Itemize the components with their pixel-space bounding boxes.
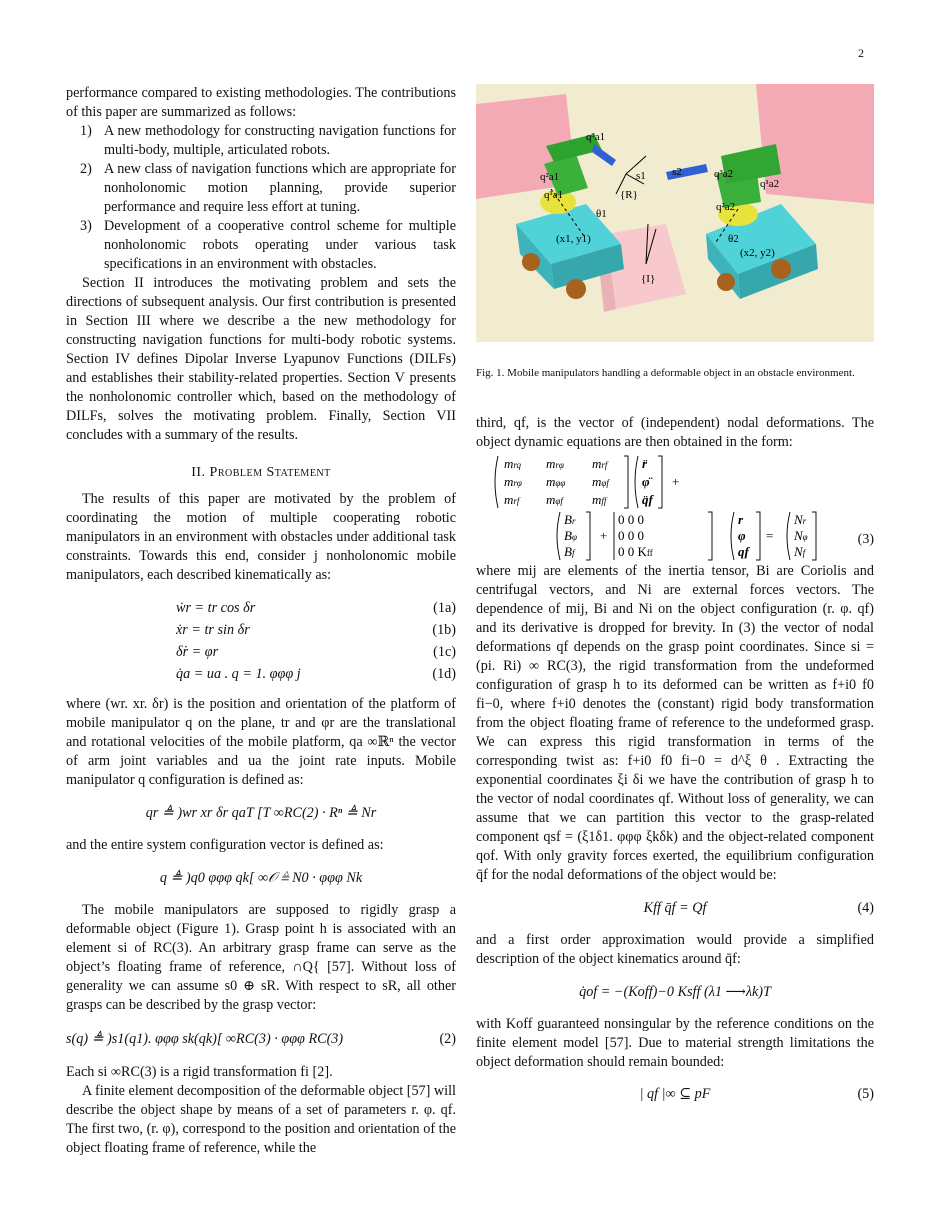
dynamics-description: where mij are elements of the inertia tensor, Bi are Coriolis and centrifugal vectors, and Ni are external forces vectors. The dependence of mij, Bi and Ni on the object configuration (r. φ. qf) and its derivative is dropped for brevity. In (3) the vector of nodal deformations qf depends on the grasp point coordinates. Since si = (pi. Ri) ∞ RC(3), the rigid transformation from the undeformed configuration of grasp h to its deformed can be written as f+i0 f0 fi−0, where f+i0 denotes the (constant) rigid body transformation from the object floating frame of reference to the undeformed grasp. We can express this rigid transformation in terms of the corresponding twist as: f+i0 f0 fi−0 = d^ξ θ . Extracting the exponential coordinates ξi δi we have the contribution of grasp h to the vector of nodal coordinates qf. Without loss of generality, we can assume that we can partition this vector to the grasp-related component qsf = (ξ1δ1. φφφ ξkδk) and the object-related component qof. With only gravity forces exerted, the equilibrium configuration q̄f for the nodal deformations of the object would be: (476, 563, 874, 883)
figure-label: q¹a2 (760, 178, 780, 190)
equation-number: (1b) (432, 622, 456, 638)
figure-caption: Fig. 1. Mobile manipulators handling a deformable object in an obstacle environment. (476, 367, 855, 379)
figure-label: (x2, y2) (740, 247, 775, 259)
svg-text:q̈f: q̈f (642, 492, 653, 507)
svg-text:mrq: mrq (504, 456, 522, 471)
svg-text:0 0 0: 0 0 0 (618, 512, 644, 527)
approximation-text: and a first order approximation would provide a simplified description of the object kinematics around q̄f: (476, 932, 874, 967)
svg-text:mφf: mφf (546, 492, 563, 507)
figure-label: {I} (641, 273, 656, 285)
section-heading: II. Problem Statement (191, 465, 331, 480)
figure-label: q¹a1 (544, 189, 564, 201)
contribution-item: 2) A new class of navigation functions which are appropriate for nonholonomic motion planning, provide superior performance and require less effort at tuning. (80, 161, 456, 215)
config-equation: qr ≜ )wr xr δr qaT [T ∞RC(2) · Rⁿ ≜ Nr (145, 805, 377, 821)
equation: δ̇r = φr (176, 644, 219, 660)
kinematics-description: where (wr. xr. δr) is the position and orientation of the platform of mobile manipulator q on the plane, tr and φr are the translational and rotational velocities of the mobile platform, qa ∞ℝⁿ the vector of arm joint variables and ua the joint rate inputs. Mobile manipulator q configuration is defined as: (66, 696, 456, 788)
figure-1 (476, 84, 874, 342)
svg-text:mrφ: mrφ (546, 456, 564, 471)
figure-label: s1 (636, 170, 646, 182)
kinematics-approx-wrap (476, 977, 874, 1007)
deformation-bound-equation: | qf |∞ ⊆ pF (639, 1086, 711, 1102)
equation-number: (1c) (433, 644, 456, 660)
figure-label: q³a1 (586, 131, 606, 143)
equation-number: (1d) (432, 666, 456, 682)
contributions-list (66, 122, 456, 274)
grasp-equation-wrap (66, 1023, 456, 1055)
svg-text:mφf: mφf (592, 474, 609, 489)
fem-paragraph: A finite element decomposition of the deformable object [57] will describe the object shape by means of a set of parameters r. φ. qf. The first two, (r. φ), correspond to the position and orientation of the object floating frame of reference, while the (66, 1083, 456, 1156)
right-column (476, 84, 874, 1116)
svg-text:Br: Br (564, 512, 576, 527)
figure-label: s2 (672, 166, 682, 178)
svg-text:+: + (672, 474, 680, 489)
intro-paragraph: performance compared to existing methodologies. The contributions of this paper are summarized as follows: (66, 85, 456, 120)
equation-number: (1a) (433, 600, 456, 616)
svg-text:mrφ: mrφ (504, 474, 522, 489)
figure-label: q²a2 (716, 201, 736, 213)
figure-label: q³a2 (714, 168, 734, 180)
bounded-deformation-text: with Koff guaranteed nonsingular by the reference conditions on the finite element model [57]. Due to material strength limitations the object deformation should remain bounded: (476, 1016, 874, 1070)
svg-text:mrf: mrf (504, 492, 520, 507)
system-config-equation: q ≜ )q0 φφφ qk[ ∞𝒪 ≜ N0 · φφφ Nk (159, 870, 363, 886)
svg-text:0 0 0: 0 0 0 (618, 528, 644, 543)
figure-label: θ2 (728, 233, 739, 245)
figure-label: q²a1 (540, 171, 560, 183)
svg-text:0 0 Kff: 0 0 Kff (618, 544, 653, 559)
equation: q̇a = ua . q = 1. φφφ j (176, 666, 301, 682)
svg-text:=: = (766, 528, 774, 543)
equation: ẋr = tr sin δr (176, 622, 250, 638)
equation-number: (2) (439, 1031, 456, 1047)
dynamics-equation (476, 452, 874, 562)
left-column (66, 84, 456, 1158)
svg-text:Bφ: Bφ (564, 528, 577, 543)
figure-label: θ1 (596, 208, 607, 220)
equilibrium-equation-wrap (476, 893, 874, 923)
kinematics-equations (66, 599, 456, 687)
svg-text:Nφ: Nφ (794, 528, 808, 543)
system-config-text: and the entire system configuration vector is defined as: (66, 837, 384, 853)
system-equation-wrap (66, 863, 456, 893)
svg-text:mφφ: mφφ (546, 474, 566, 489)
object-kinematics-equation: q̇of = −(Koff)−0 Ksff (λ1 ⟶λk)T (579, 984, 771, 1000)
svg-text:mrf: mrf (592, 456, 608, 471)
page-number: 2 (858, 46, 864, 60)
equation-number: (5) (857, 1086, 874, 1102)
roadmap-paragraph: Section II introduces the motivating problem and sets the directions of subsequent analysis. Our first contribution is presented in Section III where we describe a the new methodology for constructing navigation functions for multi-body robotic systems. Section IV defines Dipolar Inverse Lyapunov Functions (DILFs) and establishes their stability-related properties. Section V presents the nonholonomic controller which, based on the methodology of DILFs, solves the motivating problem. Finally, Section VII concludes with a summary of the results. (66, 275, 456, 443)
deformation-paragraph: third, qf, is the vector of (independent) nodal deformations. The object dynamic equations are then obtained in the form: (476, 415, 874, 450)
svg-text:qf: qf (738, 544, 749, 559)
bound-equation-wrap (476, 1080, 874, 1108)
problem-paragraph: The results of this paper are motivated by the problem of coordinating the motion of multiple cooperating robotic manipulators in an environment with obstacles under additional task constraints. Towards this end, consider j nonholonomic mobile manipulators, each described kinematically as: (66, 491, 456, 583)
svg-text:Nr: Nr (794, 512, 807, 527)
svg-text:+: + (600, 528, 608, 543)
svg-text:φ: φ (738, 528, 746, 543)
grasp-paragraph: The mobile manipulators are supposed to rigidly grasp a deformable object (Figure 1). Grasp point h is associated with an element si of RC(3). An arbitrary grasp frame can serve as the object’s floating frame of reference, ∩Q{ [57]. Without loss of generality we can assume s0 ⊕ sR. With respect to sR, all other grasps can be described by the grasp vector: (66, 902, 456, 1013)
rigid-transform-text: Each si ∞RC(3) is a rigid transformation fi [2]. (66, 1064, 333, 1080)
equation-number: (3) (857, 532, 874, 547)
figure-label: (x1, y1) (556, 233, 591, 245)
figure-label: {R} (620, 189, 638, 201)
grasp-vector-equation: s(q) ≜ )s1(q1). φφφ sk(qk)[ ∞RC(3) · φφφ RC(3) (66, 1031, 344, 1047)
config-equation-wrap (66, 798, 456, 828)
dynamics-matrix-equation (476, 452, 874, 562)
mobile-manipulators-illustration (476, 84, 874, 342)
svg-text:Bf: Bf (564, 544, 575, 559)
svg-text:Nf: Nf (794, 544, 806, 559)
equation: ẇr = tr cos δr (176, 600, 256, 616)
equation-number: (4) (857, 900, 874, 916)
contribution-item: 1) A new methodology for constructing navigation functions for multi-body, multiple, articulated robots. (80, 123, 456, 158)
svg-text:r: r (738, 512, 744, 527)
svg-text:r̈: r̈ (642, 456, 648, 471)
contribution-item: 3) Development of a cooperative control scheme for multiple nonholonomic robots operating under various task specifications in an environment with obstacles. (80, 218, 456, 272)
svg-text:φ̈: φ̈ (642, 474, 650, 489)
equilibrium-equation: Kff q̄f = Qf (643, 900, 707, 916)
svg-text:mff: mff (592, 492, 607, 507)
